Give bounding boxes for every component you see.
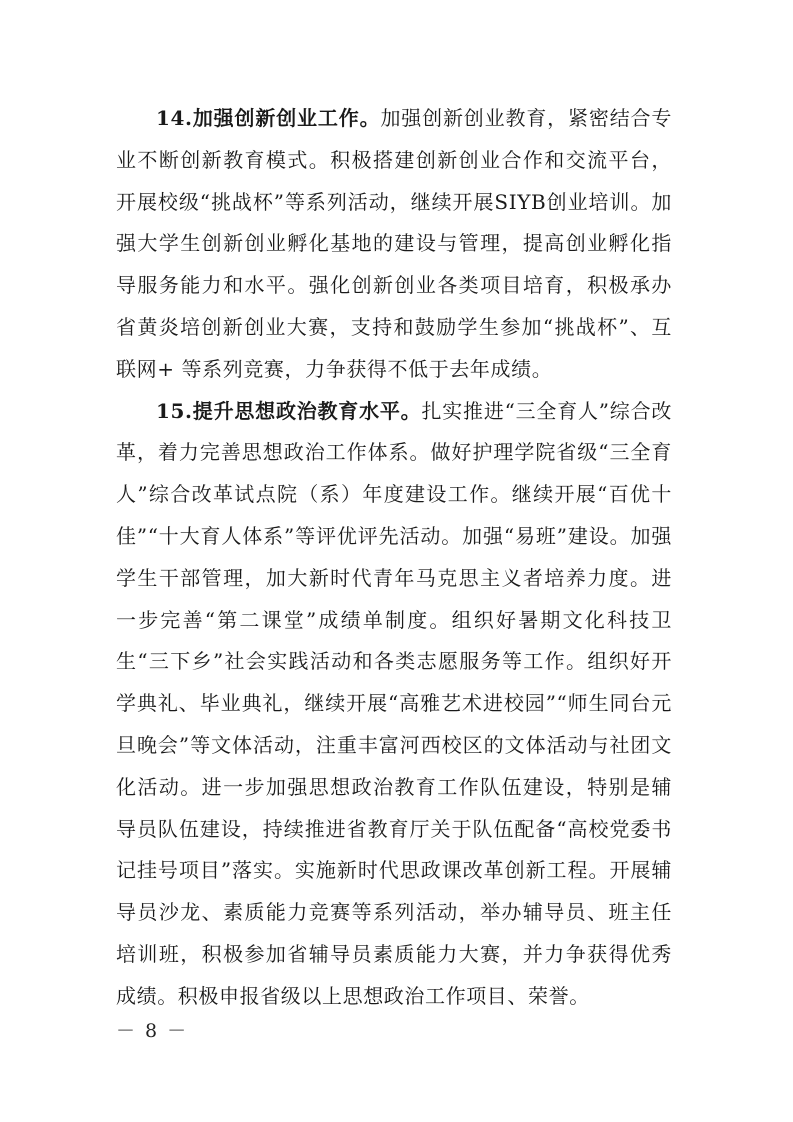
document-body	[116, 98, 672, 1018]
paragraph-15	[116, 391, 672, 1018]
page-number: － 8 －	[116, 1020, 189, 1042]
paragraph-14-text: 加强创新创业教育，紧密结合专业不断创新教育模式。积极搭建创新创业合作和交流平台，开展校级“挑战杯”等系列活动，继续开展SIYB创业培训。加强大学生创新创业孵化基地的建设与管理，提高创业孵化指导服务能力和水平。强化创新创业各类项目培育，积极承办省黄炎培创新创业大赛，支持和鼓励学生参加“挑战杯”、互联网+ 等系列竞赛，力争获得不低于去年成绩。	[116, 106, 672, 381]
paragraph-14-heading: 14.加强创新创业工作。	[156, 106, 381, 130]
paragraph-15-heading: 15.提升思想政治教育水平。	[156, 398, 422, 423]
paragraph-14	[116, 98, 672, 391]
paragraph-15-text: 扎实推进“三全育人”综合改革，着力完善思想政治工作体系。做好护理学院省级“三全育人”综合改革试点院（系）年度建设工作。继续开展“百优十佳”“十大育人体系”等评优评先活动。加强“易班”建设。加强学生干部管理，加大新时代青年马克思主义者培养力度。进一步完善“第二课堂”成绩单制度。组织好暑期文化科技卫生“三下乡”社会实践活动和各类志愿服务等工作。组织好开学典礼、毕业典礼，继续开展“高雅艺术进校园”“师生同台元旦晚会”等文体活动，注重丰富河西校区的文体活动与社团文化活动。进一步加强思想政治教育工作队伍建设，特别是辅导员队伍建设，持续推进省教育厅关于队伍配备“高校党委书记挂号项目”落实。实施新时代思政课改革创新工程。开展辅导员沙龙、素质能力竞赛等系列活动，举办辅导员、班主任培训班，积极参加省辅导员素质能力大赛，并力争获得优秀成绩。积极申报省级以上思想政治工作项目、荣誉。	[116, 398, 672, 1008]
